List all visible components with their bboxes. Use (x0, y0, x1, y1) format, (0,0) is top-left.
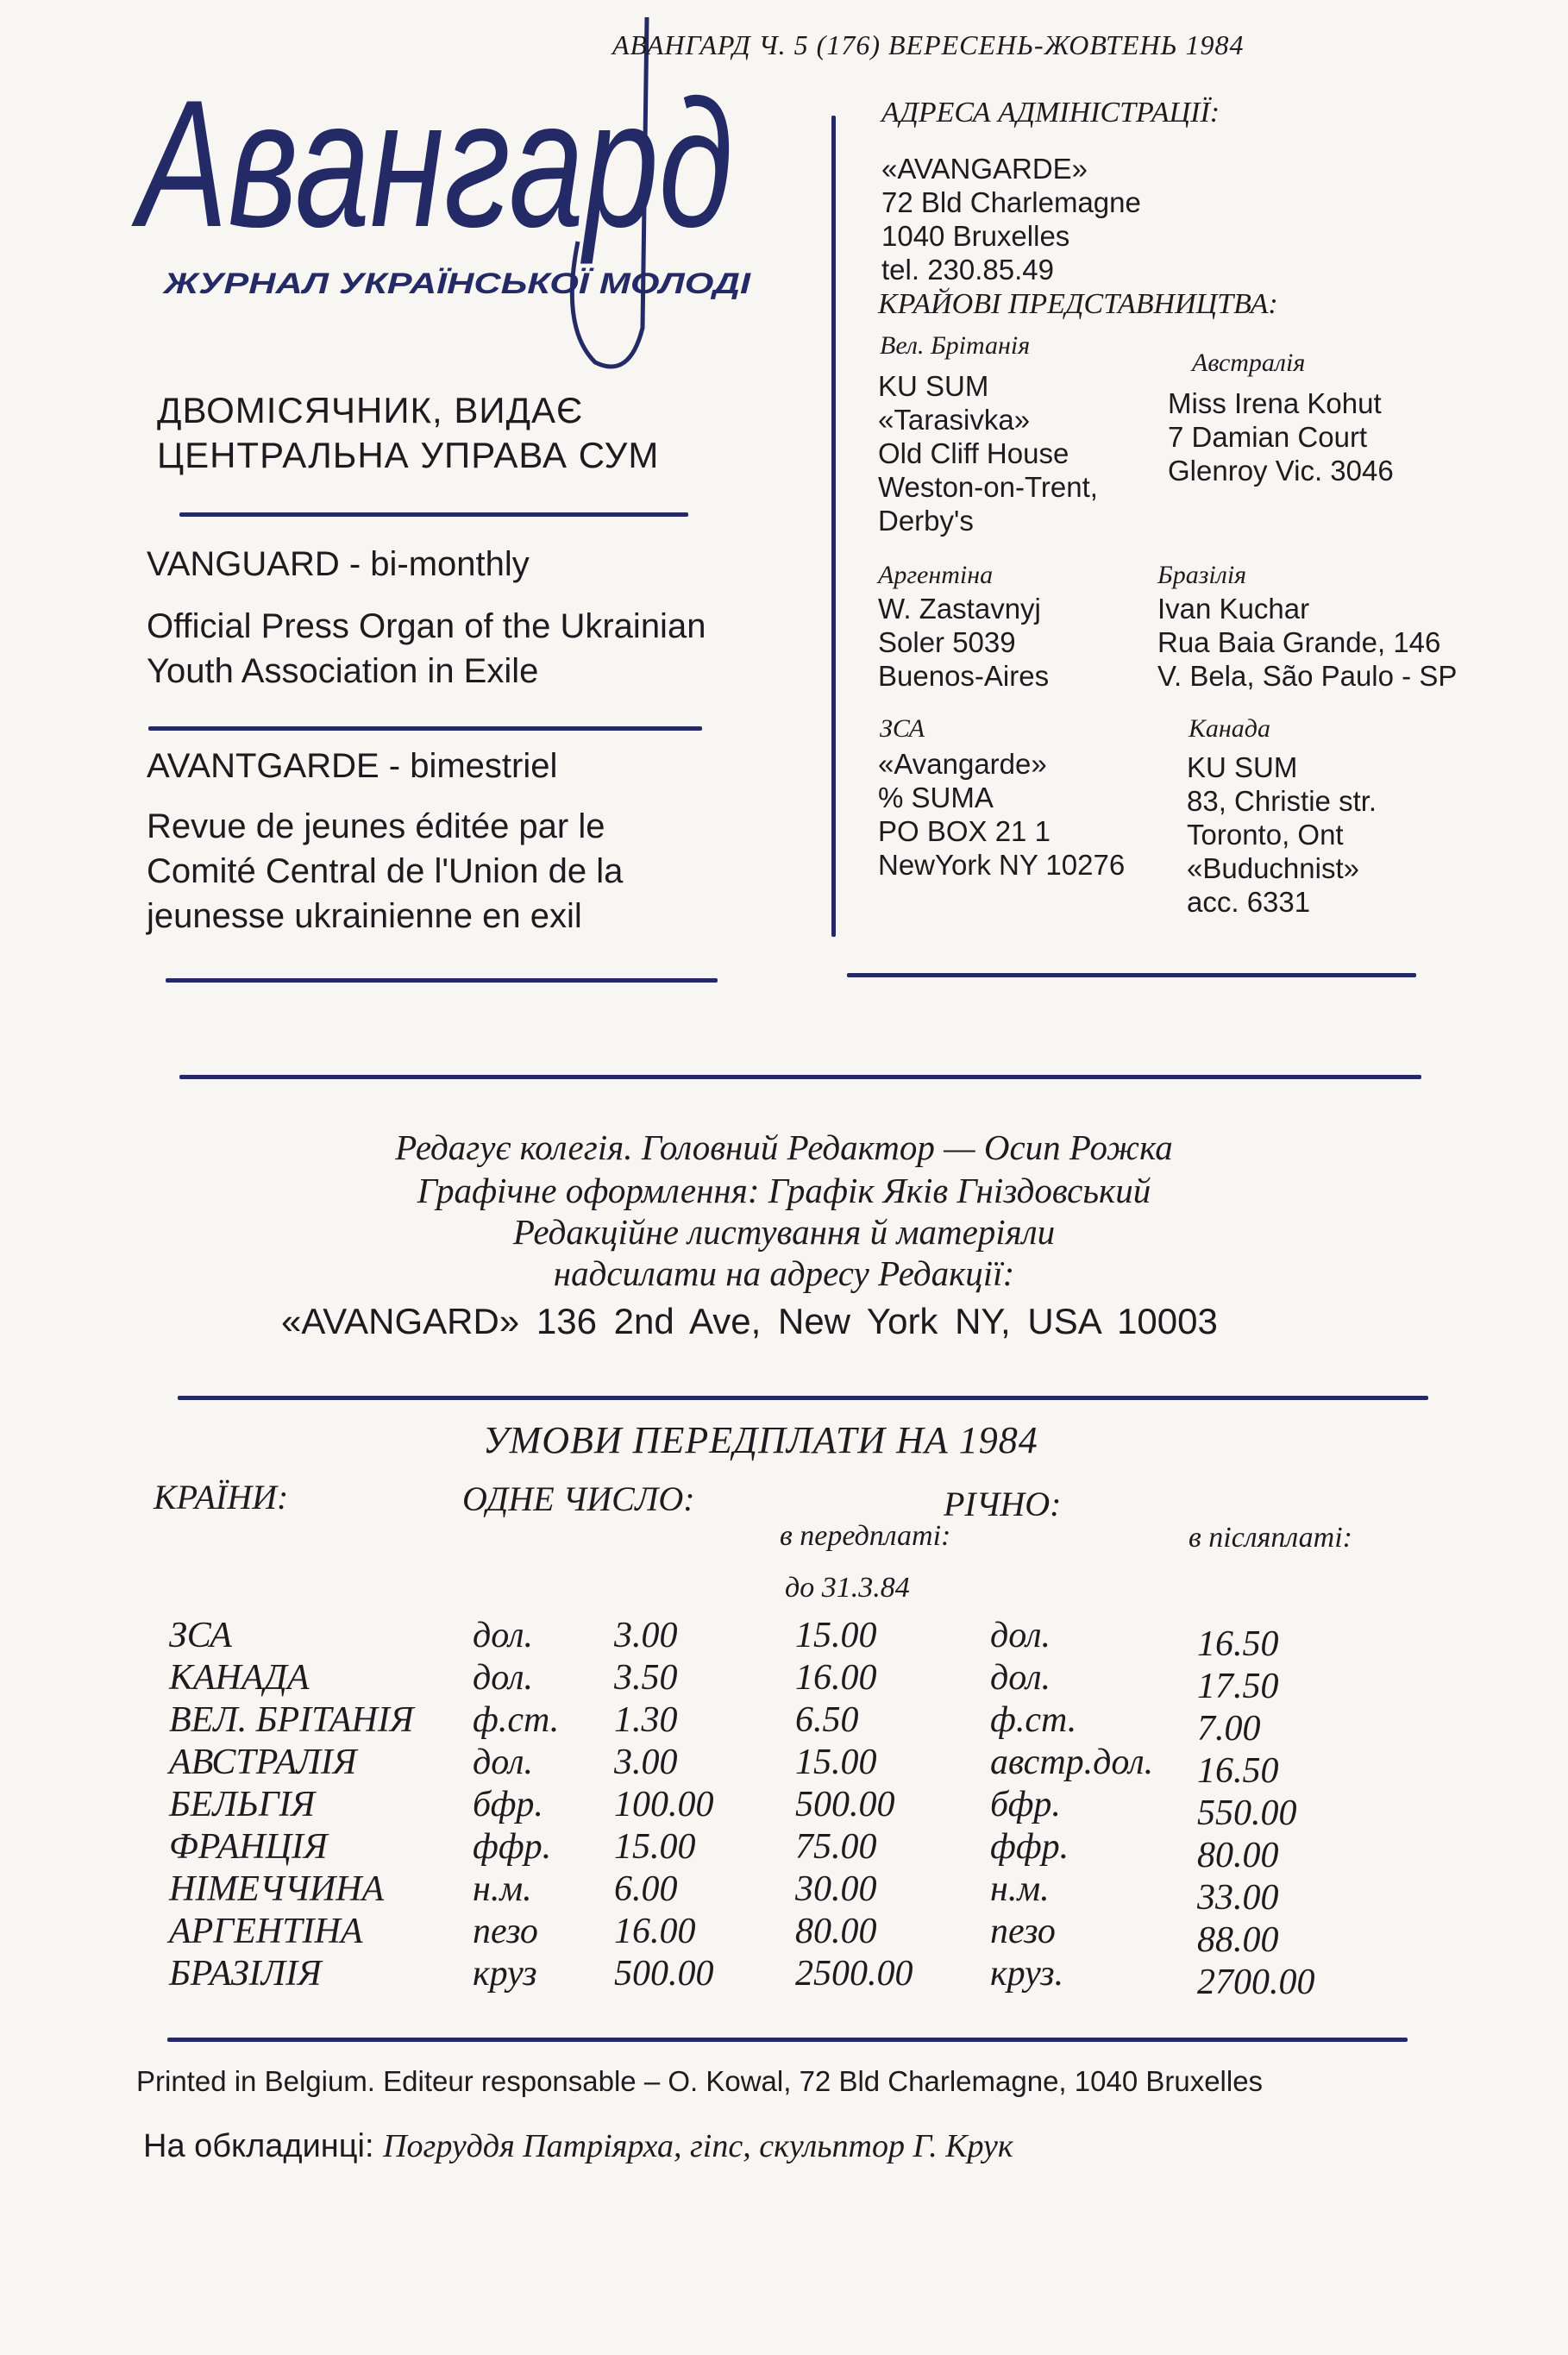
subscription-country: АРГЕНТІНА (169, 1912, 363, 1951)
editorial-line: надсилати на адресу Редакції: (553, 1253, 1015, 1293)
subscription-currency-annual: ффр. (990, 1827, 1069, 1867)
address-gb (878, 369, 1098, 537)
cover-credit (143, 2127, 1013, 2165)
fr-description (147, 804, 819, 939)
editorial-line: Редагує колегія. Головний Редактор — Осип Рожка (395, 1127, 1173, 1167)
address-line: Glenroy Vic. 3046 (1168, 455, 1394, 487)
subscription-title: УМОВИ ПЕРЕДПЛАТИ НА 1984 (483, 1419, 1038, 1461)
issue-line: АВАНГАРД Ч. 5 (176) ВЕРЕСЕНЬ-ЖОВТЕНЬ 1984 (612, 29, 1245, 60)
divider (178, 1396, 1428, 1400)
subscription-price-prepay: 15.00 (795, 1743, 877, 1782)
editorial-line: Графічне оформлення: Графік Яків Гніздовський (417, 1171, 1151, 1210)
divider (166, 978, 718, 983)
subscription-country: ФРАНЦІЯ (169, 1827, 328, 1867)
divider (179, 1075, 1421, 1079)
subscription-currency-annual: дол. (990, 1658, 1051, 1698)
fr-desc-line: jeunesse ukrainienne en exil (147, 897, 582, 935)
region-gb: Вел. Брітанія (880, 331, 1031, 360)
en-desc-line: Official Press Organ of the Ukrainian (147, 607, 706, 645)
printer-credit: Printed in Belgium. Editeur responsable – O. Kowal, 72 Bld Charlemagne, 1040 Bruxelles (136, 2065, 1264, 2097)
address-line: 7 Damian Court (1168, 421, 1368, 453)
address-line: Toronto, Ont (1187, 819, 1344, 851)
address-ca (1187, 750, 1377, 919)
subscription-currency-single: ф.ст. (473, 1700, 560, 1740)
address-line: 83, Christie str. (1187, 785, 1377, 817)
subscription-price-postpay: 16.50 (1197, 1751, 1279, 1791)
subscription-price-prepay: 16.00 (795, 1658, 877, 1698)
subscription-price-single: 1.30 (614, 1700, 678, 1740)
subscription-price-postpay: 7.00 (1197, 1709, 1261, 1749)
subscription-country: ВЕЛ. БРІТАНІЯ (169, 1700, 414, 1740)
reps-heading: КРАЙОВІ ПРЕДСТАВНИЦТВА: (878, 288, 1278, 320)
subscription-price-postpay: 33.00 (1197, 1878, 1279, 1918)
subscription-currency-single: ффр. (473, 1827, 552, 1867)
column-divider (831, 116, 836, 937)
en-desc-line: Youth Association in Exile (147, 652, 539, 690)
address-line: acc. 6331 (1187, 886, 1311, 918)
subscription-price-postpay: 550.00 (1197, 1793, 1297, 1833)
col-header-single: ОДНЕ ЧИСЛО: (462, 1479, 695, 1518)
address-line: Buenos-Aires (878, 660, 1050, 692)
subscription-price-postpay: 88.00 (1197, 1920, 1279, 1960)
address-line: KU SUM (1187, 751, 1298, 783)
ua-desc-line: ЦЕНТРАЛЬНА УПРАВА СУМ (157, 435, 660, 475)
subscription-price-single: 3.00 (614, 1743, 678, 1782)
divider (148, 726, 702, 731)
divider (847, 973, 1416, 977)
region-us: ЗСА (880, 714, 925, 743)
subscription-price-single: 3.00 (614, 1616, 678, 1655)
address-line: tel. 230.85.49 (881, 254, 1054, 286)
fr-desc-line: Comité Central de l'Union de la (147, 852, 624, 890)
fr-desc-line: Revue de jeunes éditée par le (147, 807, 605, 845)
address-line: «Tarasivka» (878, 404, 1031, 436)
subheader-date: до 31.3.84 (785, 1572, 910, 1604)
subscription-price-single: 15.00 (614, 1827, 696, 1867)
subscription-price-prepay: 6.50 (795, 1700, 859, 1740)
cover-text: Погруддя Патріярха, гіпс, скульптор Г. Крук (383, 2128, 1013, 2164)
subscription-price-single: 100.00 (614, 1785, 714, 1824)
subscription-price-postpay: 16.50 (1197, 1624, 1279, 1664)
subscription-currency-annual: бфр. (990, 1785, 1061, 1824)
subscription-currency-annual: ф.ст. (990, 1700, 1077, 1740)
subscription-price-postpay: 2700.00 (1197, 1962, 1315, 2002)
address-line: NewYork NY 10276 (878, 849, 1126, 881)
en-title: VANGUARD - bi-monthly (147, 545, 530, 583)
address-line: Derby's (878, 505, 974, 537)
subscription-currency-single: пезо (473, 1912, 538, 1951)
address-line: V. Bela, São Paulo - SP (1157, 660, 1458, 692)
subscription-currency-single: бфр. (473, 1785, 543, 1824)
logo-subtitle: ЖУРНАЛ УКРАЇНСЬКОЇ МОЛОДІ (161, 267, 752, 300)
subscription-price-prepay: 500.00 (795, 1785, 895, 1824)
address-line: 72 Bld Charlemagne (881, 186, 1141, 218)
subscription-currency-annual: н.м. (990, 1869, 1050, 1909)
region-au: Австралія (1192, 349, 1306, 377)
cover-label: На обкладинці: (143, 2128, 374, 2164)
subscription-price-prepay: 75.00 (795, 1827, 877, 1867)
ua-desc-line: ДВОМІСЯЧНИК, ВИДАЄ (157, 390, 584, 430)
subscription-price-postpay: 17.50 (1197, 1667, 1279, 1706)
admin-heading: АДРЕСА АДМІНІСТРАЦІЇ: (881, 97, 1220, 129)
subscription-country: АВСТРАЛІЯ (169, 1743, 357, 1782)
address-line: «AVANGARDE» (881, 153, 1088, 185)
subscription-currency-annual: дол. (990, 1616, 1051, 1655)
fr-title: AVANTGARDE - bimestriel (147, 747, 558, 785)
subscription-country: КАНАДА (169, 1658, 310, 1698)
editorial-address: «AVANGARD» 136 2nd Ave, New York NY, USA 10003 (281, 1301, 1218, 1341)
editorial-line: Редакційне листування й матеріяли (512, 1212, 1056, 1252)
publisher-description-ua (157, 388, 659, 478)
address-line: % SUMA (878, 782, 994, 813)
subscription-country: НІМЕЧЧИНА (169, 1869, 385, 1909)
subscription-country: ЗСА (169, 1616, 232, 1655)
address-us (878, 747, 1125, 882)
address-line: Old Cliff House (878, 437, 1069, 469)
subscription-country: БЕЛЬГІЯ (169, 1785, 316, 1824)
region-br: Бразілія (1157, 561, 1247, 589)
address-line: KU SUM (878, 370, 989, 402)
subscription-price-prepay: 15.00 (795, 1616, 877, 1655)
subscription-price-prepay: 30.00 (795, 1869, 877, 1909)
subscription-currency-single: дол. (473, 1743, 534, 1782)
subheader-prepay: в передплаті: (780, 1520, 951, 1552)
divider (179, 512, 688, 517)
region-ar: Аргентіна (878, 561, 994, 589)
divider (167, 2038, 1408, 2042)
address-line: W. Zastavnyj (878, 593, 1041, 625)
address-line: Soler 5039 (878, 626, 1016, 658)
subscription-country: БРАЗІЛІЯ (169, 1954, 322, 1994)
subscription-price-single: 6.00 (614, 1869, 678, 1909)
address-line: «Avangarde» (878, 748, 1047, 780)
subscription-price-prepay: 80.00 (795, 1912, 877, 1951)
region-ca: Канада (1189, 714, 1270, 743)
en-description (147, 604, 802, 694)
address-line: 1040 Bruxelles (881, 220, 1070, 252)
address-au (1168, 386, 1394, 487)
address-line: Miss Irena Kohut (1168, 387, 1382, 419)
subheader-postpay: в післяплаті: (1189, 1522, 1352, 1554)
address-ar (878, 592, 1049, 693)
col-header-annual: РІЧНО: (944, 1485, 1062, 1523)
subscription-currency-annual: австр.дол. (990, 1743, 1154, 1782)
subscription-price-single: 500.00 (614, 1954, 714, 1994)
address-line: «Buduchnist» (1187, 852, 1359, 884)
subscription-currency-single: круз (473, 1954, 537, 1994)
logo-title: Авангард (130, 62, 733, 265)
subscription-currency-annual: пезо (990, 1912, 1056, 1951)
address-line: Rua Baia Grande, 146 (1157, 626, 1441, 658)
address-line: Weston-on-Trent, (878, 471, 1098, 503)
address-br (1157, 592, 1457, 693)
address-line: PO BOX 21 1 (878, 815, 1051, 847)
address-line: Ivan Kuchar (1157, 593, 1310, 625)
subscription-currency-single: н.м. (473, 1869, 532, 1909)
subscription-price-postpay: 80.00 (1197, 1836, 1279, 1875)
subscription-price-single: 16.00 (614, 1912, 696, 1951)
subscription-price-prepay: 2500.00 (795, 1954, 913, 1994)
subscription-currency-single: дол. (473, 1658, 534, 1698)
subscription-currency-single: дол. (473, 1616, 534, 1655)
subscription-price-single: 3.50 (614, 1658, 678, 1698)
col-header-countries: КРАЇНИ: (154, 1478, 289, 1517)
admin-address (881, 152, 1141, 286)
subscription-currency-annual: круз. (990, 1954, 1064, 1994)
